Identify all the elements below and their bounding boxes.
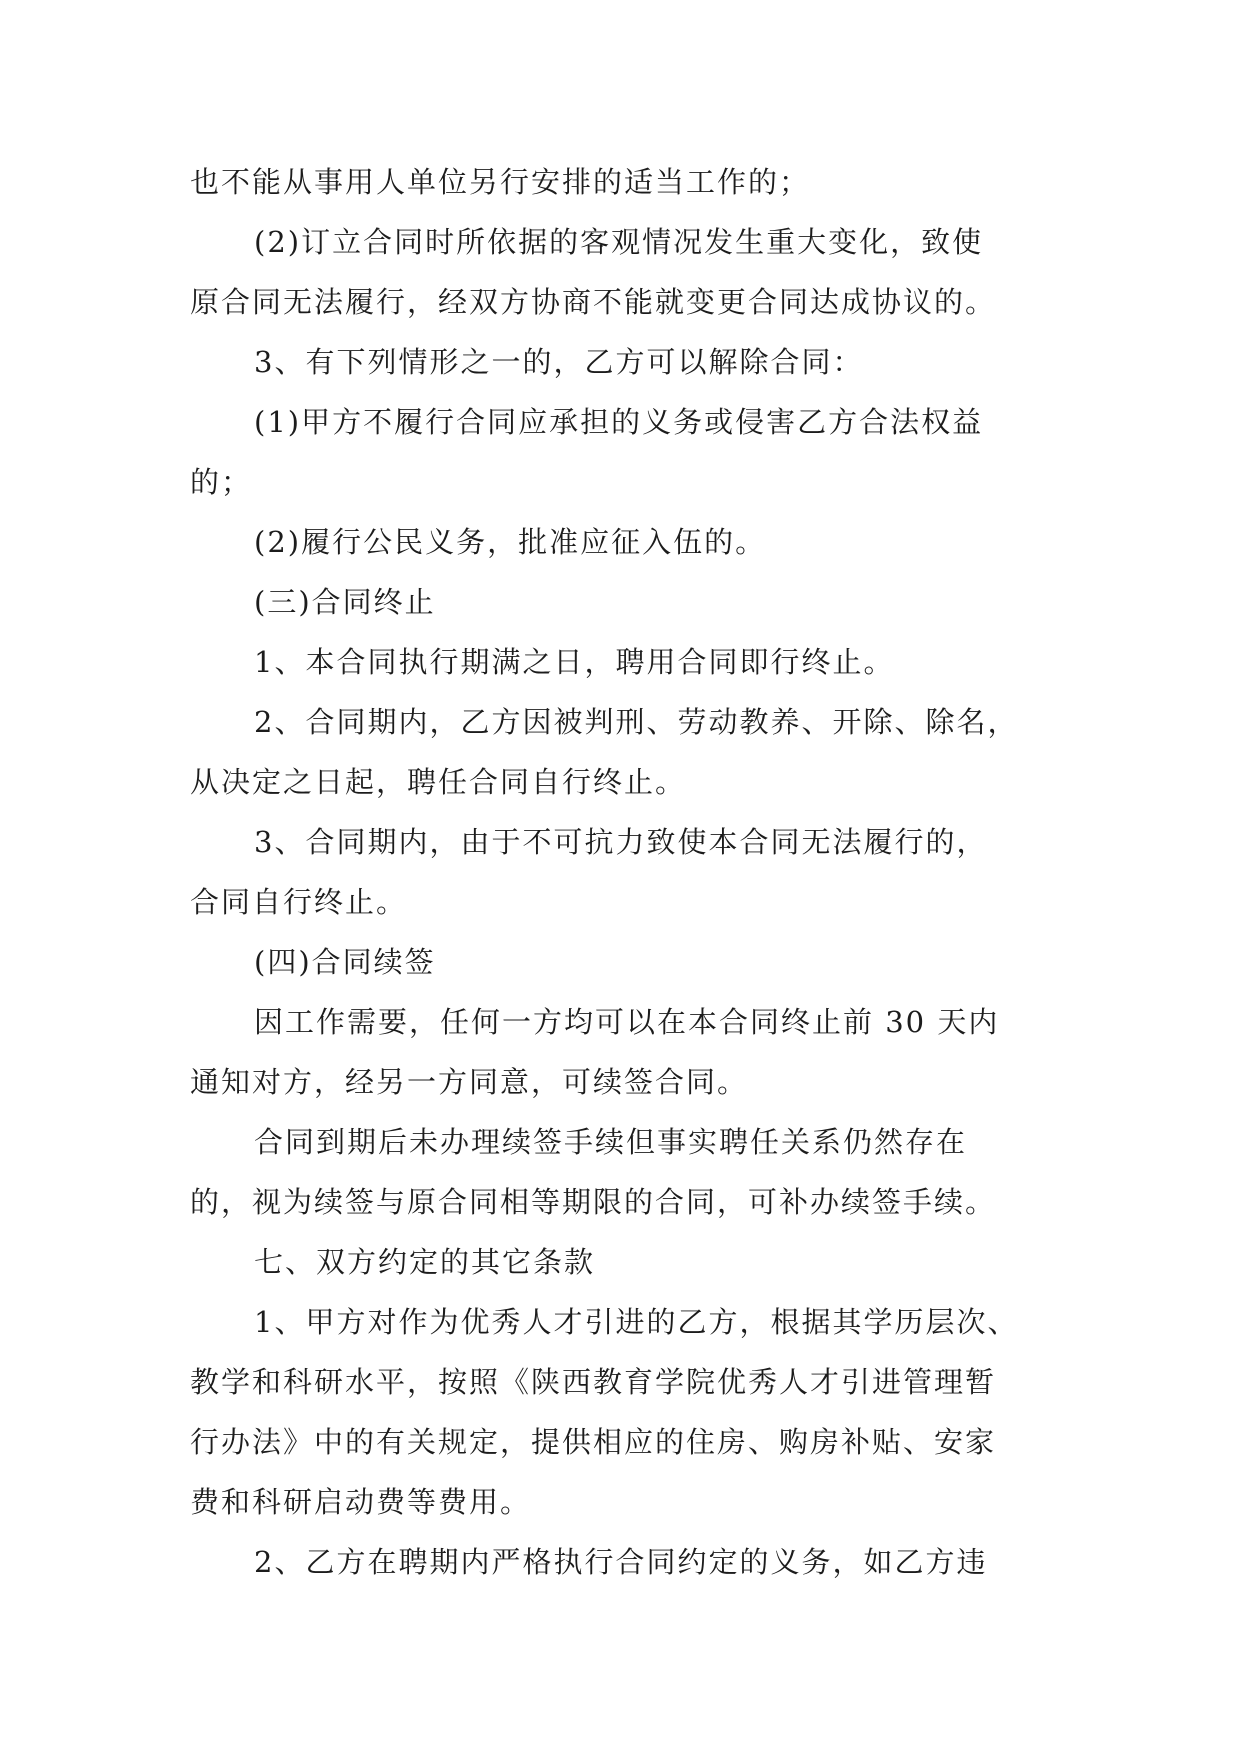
text-line: 费和科研启动费等费用。 xyxy=(190,1485,532,1519)
text-line: 3、有下列情形之一的，乙方可以解除合同： xyxy=(254,345,864,379)
text-line: 行办法》中的有关规定，提供相应的住房、购房补贴、安家 xyxy=(190,1425,997,1459)
text-line: 1、本合同执行期满之日，聘用合同即行终止。 xyxy=(254,645,895,679)
text-line: (2)订立合同时所依据的客观情况发生重大变化，致使 xyxy=(254,225,984,259)
text-line: 因工作需要，任何一方均可以在本合同终止前 30 天内 xyxy=(254,1005,1000,1039)
text-line: (1)甲方不履行合同应承担的义务或侵害乙方合法权益 xyxy=(254,405,984,439)
text-line: 教学和科研水平，按照《陕西教育学院优秀人才引进管理暂 xyxy=(190,1365,997,1399)
text-line: 2、合同期内，乙方因被判刑、劳动教养、开除、除名， xyxy=(254,705,1019,739)
text-line: 通知对方，经另一方同意，可续签合同。 xyxy=(190,1065,749,1099)
text-line: 原合同无法履行，经双方协商不能就变更合同达成协议的。 xyxy=(190,285,997,319)
text-line: 合同到期后未办理续签手续但事实聘任关系仍然存在 xyxy=(254,1125,968,1159)
text-line: 从决定之日起，聘任合同自行终止。 xyxy=(190,765,687,799)
text-line: (2)履行公民义务，批准应征入伍的。 xyxy=(254,525,767,559)
text-line: 2、乙方在聘期内严格执行合同约定的义务，如乙方违 xyxy=(254,1545,988,1579)
text-line: 的； xyxy=(190,465,253,499)
text-line: 3、合同期内，由于不可抗力致使本合同无法履行的， xyxy=(254,825,988,859)
text-line: 的，视为续签与原合同相等期限的合同，可补办续签手续。 xyxy=(190,1185,997,1219)
section-heading: (四)合同续签 xyxy=(254,945,436,979)
text-line: 合同自行终止。 xyxy=(190,885,408,919)
section-heading: (三)合同终止 xyxy=(254,585,436,619)
document-body xyxy=(190,152,1060,1592)
section-heading: 七、双方约定的其它条款 xyxy=(254,1245,596,1279)
text-line: 1、甲方对作为优秀人才引进的乙方，根据其学历层次、 xyxy=(254,1305,1019,1339)
text-line: 也不能从事用人单位另行安排的适当工作的； xyxy=(190,165,811,199)
